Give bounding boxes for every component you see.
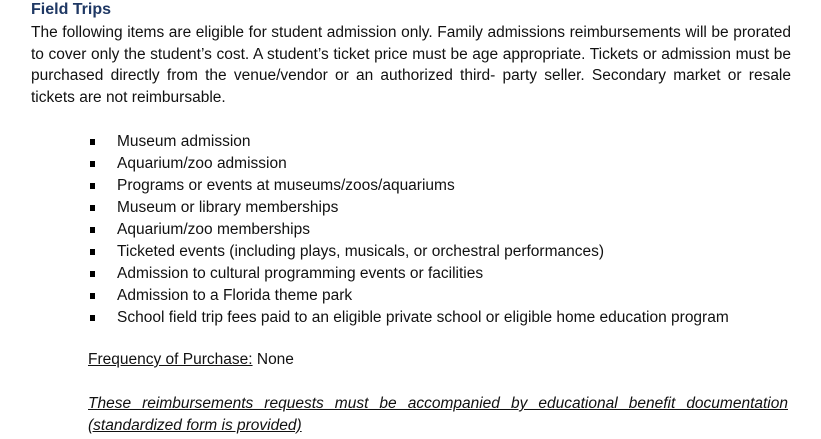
square-bullet-icon: [90, 293, 95, 299]
list-item: [88, 241, 729, 263]
list-item-text: Museum admission: [117, 133, 251, 150]
list-item: [88, 263, 729, 285]
list-item: [88, 307, 729, 329]
square-bullet-icon: [90, 139, 95, 145]
list-item-text: Admission to cultural programming events or facilities: [117, 265, 484, 282]
list-item: [88, 285, 729, 307]
list-item-text: Admission to a Florida theme park: [117, 287, 353, 304]
list-item: [88, 175, 729, 197]
eligible-items-list: [88, 131, 729, 329]
square-bullet-icon: [90, 227, 95, 233]
square-bullet-icon: [90, 205, 95, 211]
list-item: [88, 219, 729, 241]
list-item-text: School field trip fees paid to an eligible private school or eligible home education program: [117, 309, 729, 326]
square-bullet-icon: [90, 161, 95, 167]
list-item-text: Aquarium/zoo admission: [117, 155, 287, 172]
frequency-label: Frequency of Purchase:: [88, 351, 253, 368]
list-item: [88, 131, 729, 153]
list-item-text: Ticketed events (including plays, musicals, or orchestral performances): [117, 243, 605, 260]
documentation-note: These reimbursements requests must be accompanied by educational benefit documentation (standardized form is provided): [88, 395, 788, 434]
square-bullet-icon: [90, 249, 95, 255]
list-item-text: Programs or events at museums/zoos/aquariums: [117, 177, 455, 194]
square-bullet-icon: [90, 315, 95, 321]
list-item-text: Aquarium/zoo memberships: [117, 221, 310, 238]
list-item-text: Museum or library memberships: [117, 199, 339, 216]
eligibility-paragraph: The following items are eligible for student admission only. Family admissions reimbursements will be prorated to cover only the student’s cost. A student’s ticket price must be age appropriate. Tickets or admission must be purchased directly from the venue/vendor or an authorized third- party seller. Secondary market or resale tickets are not reimbursable.: [31, 24, 791, 106]
frequency-of-purchase: [88, 349, 294, 370]
list-item: [88, 197, 729, 219]
frequency-value: None: [252, 351, 294, 368]
list-item: [88, 153, 729, 175]
square-bullet-icon: [90, 271, 95, 277]
section-heading: Field Trips: [31, 1, 112, 18]
square-bullet-icon: [90, 183, 95, 189]
